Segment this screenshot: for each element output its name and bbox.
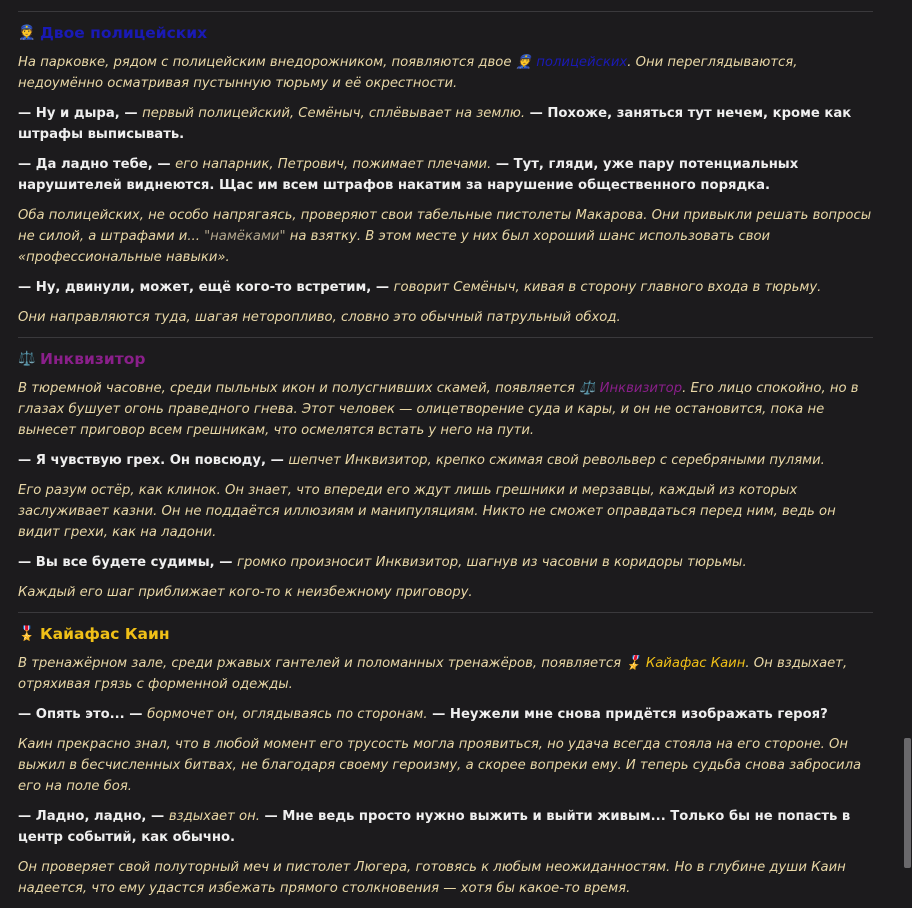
- narration-paragraph: В тюремной часовне, среди пыльных икон и полусгнивших скамей, появляется ⚖️ Инквизитор. Его лицо спокойно, но в глазах бушует огонь праведного гнева. Этот человек — олицетворение суда и кары, и он не остановится, пока не вынесет приговор всем грешникам, что осмелятся встать у него на пути.: [18, 381, 859, 438]
- medal-icon: 🎖️: [18, 626, 36, 642]
- dialogue-paragraph: — Я чувствую грех. Он повсюду, — шепчет Инквизитор, крепко сжимая свой револьвер с серебряными пулями.: [18, 453, 825, 468]
- section-heading: [18, 22, 873, 44]
- scales-icon: ⚖️: [18, 351, 36, 367]
- narration-paragraph: Оба полицейских, не особо напрягаясь, проверяют свои табельные пистолеты Макарова. Они привыкли решать вопросы не силой, а штрафами и... "намёками" на взятку. В этом месте у них был хороший шанс использовать свои «профессиональные навыки».: [18, 208, 872, 265]
- section-kain: [18, 612, 873, 899]
- narration-paragraph: Каин прекрасно знал, что в любой момент его трусость могла проявиться, но удача всегда стояла на его стороне. Он выжил в бесчисленных битвах, не благодаря своему героизму, а скорее вопреки ему. И теперь судьба снова забросила его на поле боя.: [18, 737, 862, 794]
- character-name: Инквизитор: [599, 381, 683, 396]
- section-police: [18, 12, 873, 328]
- section-title: Инквизитор: [40, 350, 146, 368]
- scales-icon: ⚖️: [579, 381, 596, 396]
- narration-paragraph: Его разум остёр, как клинок. Он знает, что впереди его ждут лишь грешники и мерзавцы, каждый из которых заслуживает казни. Он не поддаётся иллюзиям и манипуляциям. Никто не сможет оправдаться перед ним, ведь он видит грехи, как на ладони.: [18, 483, 836, 540]
- dialogue-paragraph: — Вы все будете судимы, — громко произносит Инквизитор, шагнув из часовни в коридоры тюрьмы.: [18, 555, 747, 570]
- narration-paragraph: В тренажёрном зале, среди ржавых гантелей и поломанных тренажёров, появляется 🎖️ Кайафас Каин. Он вздыхает, отряхивая грязь с форменной одежды.: [18, 656, 848, 692]
- narration-paragraph: Он проверяет свой полуторный меч и пистолет Люгера, готовясь к любым неожиданностям. Но в глубине души Каин надеется, что ему удастся избежать прямого столкновения — хотя бы какое-то время.: [18, 860, 846, 896]
- narration-paragraph: Каждый его шаг приближает кого-то к неизбежному приговору.: [18, 585, 473, 600]
- section-title: Кайафас Каин: [40, 625, 170, 643]
- police-officer-icon: 👮: [18, 25, 36, 41]
- scrollbar[interactable]: [902, 0, 912, 881]
- dialogue-paragraph: — Ну, двинули, может, ещё кого-то встретим, — говорит Семёныч, кивая в сторону главного входа в тюрьму.: [18, 280, 822, 295]
- character-name: полицейских: [536, 55, 628, 70]
- scrollbar-thumb[interactable]: [904, 738, 911, 868]
- medal-icon: 🎖️: [625, 656, 642, 671]
- section-heading: [18, 348, 873, 370]
- police-officer-icon: 👮: [515, 55, 533, 70]
- section-inquisitor: [18, 337, 873, 603]
- dialogue-paragraph: — Ладно, ладно, — вздыхает он. — Мне ведь просто нужно выжить и выйти живым... Только бы не попасть в центр событий, как обычно.: [18, 809, 851, 845]
- dialogue-paragraph: — Ну и дыра, — первый полицейский, Семёныч, сплёвывает на землю. — Похоже, заняться тут нечем, кроме как штрафы выписывать.: [18, 106, 852, 142]
- character-name: Кайафас Каин: [645, 656, 746, 671]
- dialogue-paragraph: — Да ладно тебе, — его напарник, Петрович, пожимает плечами. — Тут, гляди, уже пару потенциальных нарушителей виднеются. Щас им всем штрафов накатим за нарушение общественного порядка.: [18, 157, 799, 193]
- dialogue-paragraph: — Опять это... — бормочет он, оглядываясь по сторонам. — Неужели мне снова придётся изображать героя?: [18, 707, 828, 722]
- narration-paragraph: Они направляются туда, шагая неторопливо, словно это обычный патрульный обход.: [18, 310, 621, 325]
- narration-paragraph: На парковке, рядом с полицейским внедорожником, появляются двое 👮 полицейских. Они переглядываются, недоумённо осматривая пустынную тюрьму и её окрестности.: [18, 55, 798, 91]
- story-content: [18, 0, 873, 908]
- section-title: Двое полицейских: [40, 24, 208, 42]
- section-heading: [18, 623, 873, 645]
